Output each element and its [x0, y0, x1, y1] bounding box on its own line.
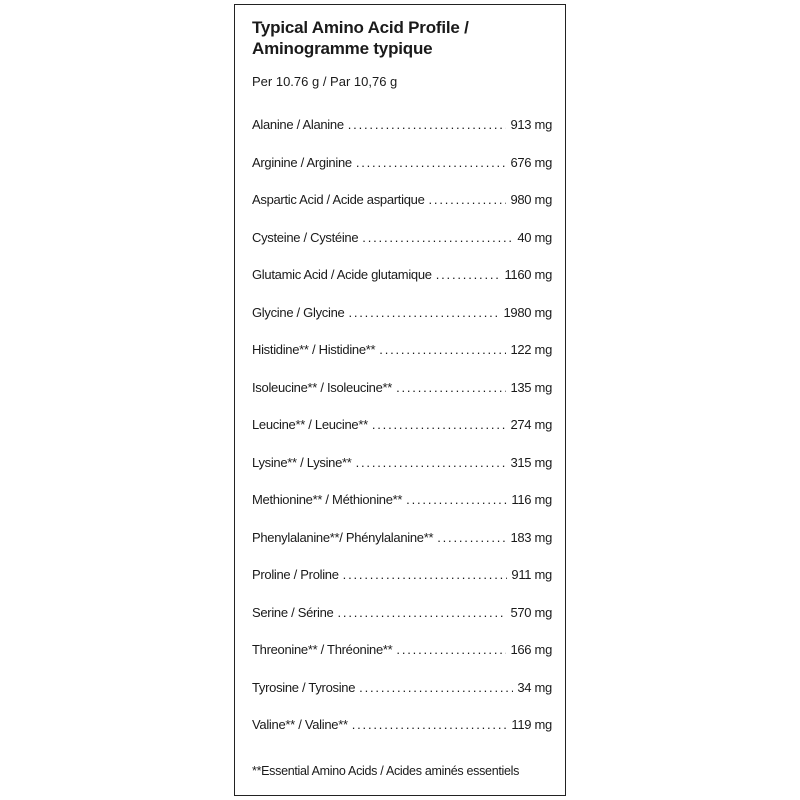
amino-acid-name: Methionine** / Méthionine** — [252, 492, 403, 507]
amino-acid-row — [252, 191, 552, 209]
amino-acid-amount: 570 mg — [510, 604, 552, 620]
amino-acid-amount: 40 mg — [517, 229, 552, 245]
amino-acid-amount: 676 mg — [510, 154, 552, 170]
amino-acid-amount: 122 mg — [510, 342, 552, 357]
panel-title — [252, 17, 469, 59]
amino-acid-name: Threonine** / Thréonine** — [252, 642, 393, 657]
amino-acid-name: Valine** / Valine** — [252, 717, 348, 732]
amino-acid-row — [252, 416, 552, 434]
dot-leader — [362, 229, 513, 247]
amino-acid-row — [252, 566, 552, 584]
dot-leader — [348, 304, 499, 322]
amino-acid-name: Glutamic Acid / Acide glutamique — [252, 267, 432, 282]
amino-acid-name: Isoleucine** / Isoleucine** — [252, 379, 393, 395]
amino-acid-amount: 116 mg — [511, 492, 552, 507]
amino-acid-amount: 183 mg — [510, 529, 552, 545]
dot-leader — [352, 716, 508, 734]
amino-acid-row — [252, 341, 552, 359]
dot-leader — [437, 529, 506, 547]
amino-acid-name: Serine / Sérine — [252, 604, 334, 620]
amino-acid-name: Cysteine / Cystéine — [252, 229, 359, 245]
amino-acid-amount: 274 mg — [510, 417, 552, 432]
amino-acid-row — [252, 454, 552, 472]
amino-acid-name: Phenylalanine**/ Phénylalanine** — [252, 529, 434, 545]
amino-acid-name: Lysine** / Lysine** — [252, 454, 352, 470]
amino-acid-amount: 980 mg — [510, 192, 552, 207]
dot-leader — [379, 341, 506, 359]
amino-acid-row — [252, 529, 552, 547]
dot-leader — [356, 154, 507, 172]
amino-acid-amount: 1980 mg — [503, 304, 552, 320]
amino-acid-name: Histidine** / Histidine** — [252, 342, 376, 357]
amino-acid-row — [252, 304, 552, 322]
dot-leader — [372, 416, 507, 434]
dot-leader — [338, 604, 507, 622]
amino-acid-row — [252, 716, 552, 734]
footnote: **Essential Amino Acids / Acides aminés essentiels — [252, 764, 520, 778]
amino-acid-name: Arginine / Arginine — [252, 154, 352, 170]
dot-leader — [356, 454, 507, 472]
amino-acid-row — [252, 154, 552, 172]
amino-acid-name: Glycine / Glycine — [252, 304, 345, 320]
amino-acid-name: Aspartic Acid / Acide aspartique — [252, 192, 425, 207]
amino-acid-amount: 135 mg — [510, 379, 552, 395]
amino-acid-row — [252, 379, 552, 397]
dot-leader — [429, 191, 507, 209]
amino-acid-amount: 1160 mg — [504, 267, 552, 282]
amino-acid-amount: 913 mg — [510, 117, 552, 132]
dot-leader — [343, 566, 508, 584]
amino-acid-amount: 119 mg — [511, 717, 552, 732]
amino-acid-amount: 315 mg — [510, 454, 552, 470]
amino-acid-panel — [234, 4, 566, 796]
amino-acid-amount: 166 mg — [510, 642, 552, 657]
dot-leader — [396, 379, 506, 397]
title-line-english: Typical Amino Acid Profile / — [252, 18, 469, 37]
amino-acid-amount: 911 mg — [511, 567, 552, 582]
amino-acid-row — [252, 491, 552, 509]
amino-acid-row — [252, 116, 552, 134]
title-line-french: Aminogramme typique — [252, 39, 433, 58]
dot-leader — [436, 266, 501, 284]
amino-acid-name: Tyrosine / Tyrosine — [252, 679, 356, 695]
amino-acid-row — [252, 641, 552, 659]
amino-acid-row — [252, 604, 552, 622]
amino-acid-row — [252, 266, 552, 284]
dot-leader — [406, 491, 507, 509]
serving-size: Per 10.76 g / Par 10,76 g — [252, 74, 398, 89]
dot-leader — [359, 679, 513, 697]
amino-acid-name: Leucine** / Leucine** — [252, 417, 368, 432]
amino-acid-amount: 34 mg — [517, 679, 552, 695]
amino-acid-name: Alanine / Alanine — [252, 117, 344, 132]
amino-acid-row — [252, 229, 552, 247]
amino-acid-row — [252, 679, 552, 697]
dot-leader — [396, 641, 506, 659]
amino-acid-name: Proline / Proline — [252, 567, 339, 582]
dot-leader — [348, 116, 507, 134]
